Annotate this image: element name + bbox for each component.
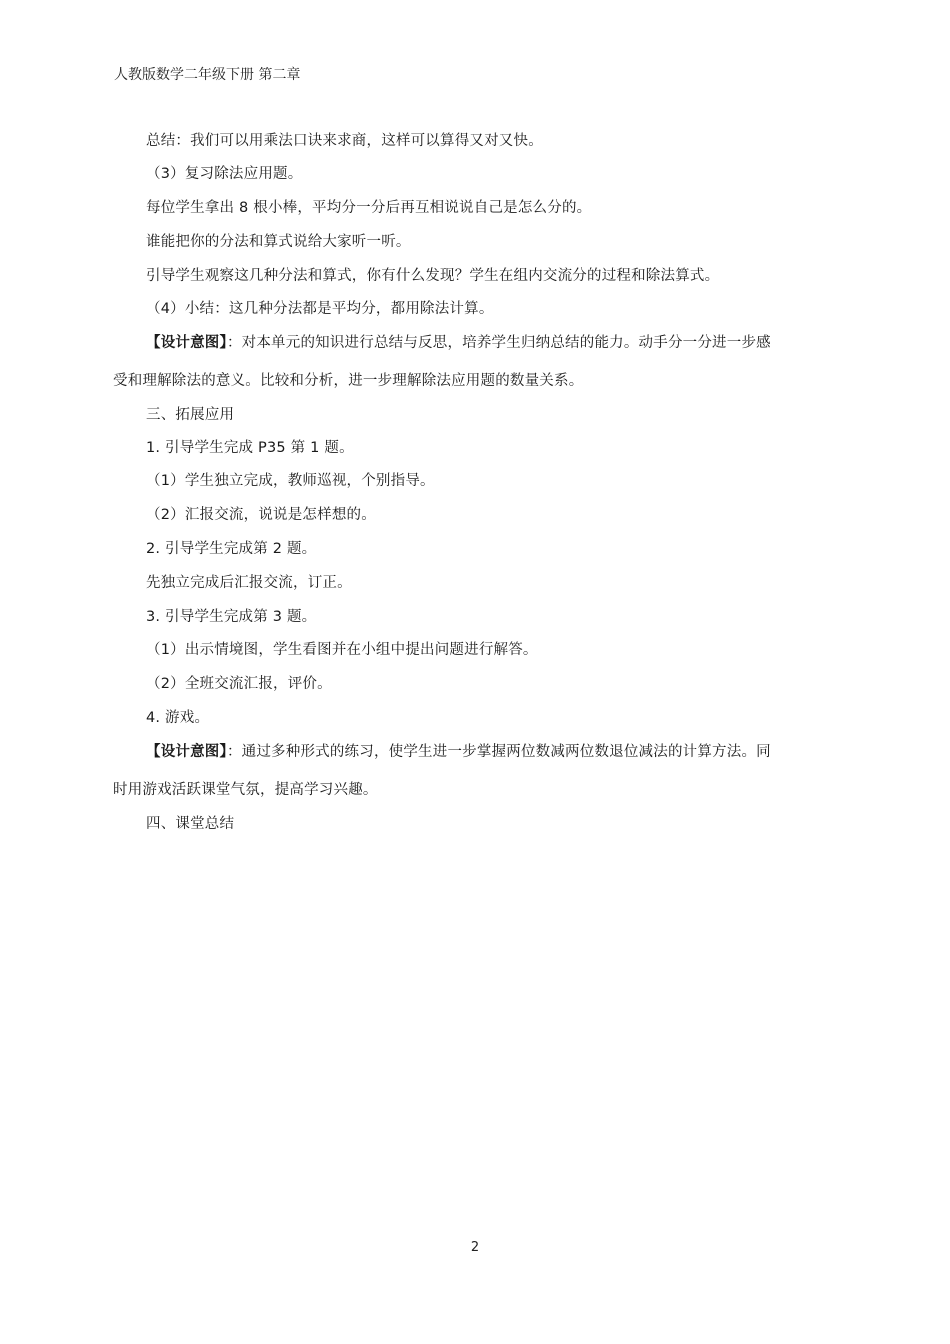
task-4-line: 4. 游戏。	[146, 710, 210, 726]
design-intent-1-line-1	[146, 331, 771, 352]
section-four-heading: 四、课堂总结	[146, 816, 235, 832]
task-2-detail: 先独立完成后汇报交流，订正。	[146, 575, 352, 591]
section-three-heading: 三、拓展应用	[146, 407, 235, 423]
task-1-step-2: （2）汇报交流，说说是怎样想的。	[146, 507, 376, 523]
task-1-line: 1. 引导学生完成 P35 第 1 题。	[146, 440, 354, 456]
task-2-line: 2. 引导学生完成第 2 题。	[146, 541, 317, 557]
design-intent-text: ：对本单元的知识进行总结与反思，培养学生归纳总结的能力。动手分一分进一步感	[226, 335, 771, 351]
design-intent-2-line-2: 时用游戏活跃课堂气氛，提高学习兴趣。	[113, 782, 378, 798]
review-division-heading: （3）复习除法应用题。	[146, 166, 303, 182]
observe-line: 引导学生观察这几种分法和算式，你有什么发现？学生在组内交流分的过程和除法算式。	[146, 268, 720, 284]
task-1-step-1: （1）学生独立完成，教师巡视，个别指导。	[146, 473, 435, 489]
design-intent-label: 【设计意图】	[146, 744, 227, 760]
brief-summary-line: （4）小结：这几种分法都是平均分，都用除法计算。	[146, 301, 494, 317]
task-3-line: 3. 引导学生完成第 3 题。	[146, 609, 317, 625]
task-3-step-2: （2）全班交流汇报，评价。	[146, 676, 332, 692]
page-number: 2	[470, 1240, 480, 1255]
design-intent-text: ：通过多种形式的练习，使学生进一步掌握两位数减两位数退位减法的计算方法。同	[226, 744, 771, 760]
page-header: 人教版数学二年级下册 第二章	[114, 67, 301, 83]
summary-line: 总结：我们可以用乘法口诀来求商，这样可以算得又对又快。	[146, 133, 543, 149]
design-intent-2-line-1	[146, 740, 771, 761]
sticks-activity-line: 每位学生拿出 8 根小棒，平均分一分后再互相说说自己是怎么分的。	[146, 200, 592, 216]
design-intent-1-line-2: 受和理解除法的意义。比较和分析，进一步理解除法应用题的数量关系。	[113, 373, 584, 389]
design-intent-label: 【设计意图】	[146, 335, 227, 351]
task-3-step-1: （1）出示情境图，学生看图并在小组中提出问题进行解答。	[146, 642, 538, 658]
share-method-line: 谁能把你的分法和算式说给大家听一听。	[146, 234, 411, 250]
